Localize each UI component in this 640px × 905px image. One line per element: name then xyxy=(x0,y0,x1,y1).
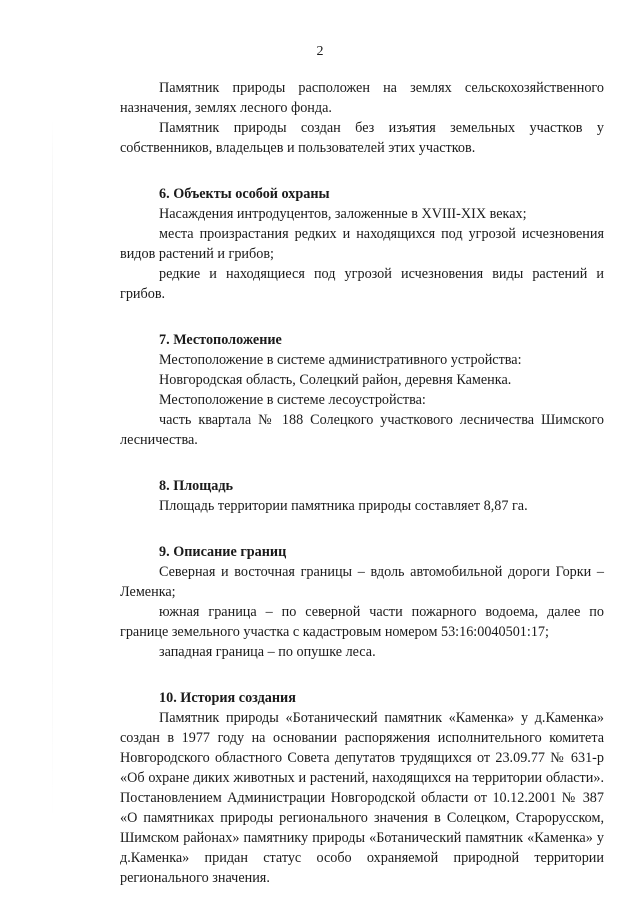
section-paragraph: Местоположение в системе лесоустройства: xyxy=(159,392,426,408)
section-paragraph: Насаждения интродуцентов, заложенные в XVIII-XIX веках; xyxy=(159,206,527,222)
section-heading: 8. Площадь xyxy=(159,478,234,494)
section-heading: 7. Местоположение xyxy=(159,332,282,348)
section-area xyxy=(120,476,604,516)
intro-paragraph-land: Памятник природы расположен на землях сельскохозяйственного назначения, землях лесного фонда. xyxy=(120,80,604,116)
section-history xyxy=(120,688,604,888)
section-paragraph: Северная и восточная границы – вдоль автомобильной дороги Горки – Леменка; xyxy=(120,564,604,600)
page-number: 2 xyxy=(316,44,324,59)
scan-edge-mark xyxy=(52,120,53,820)
document-body xyxy=(120,78,604,888)
section-protected-objects xyxy=(120,184,604,304)
section-paragraph: Памятник природы «Ботанический памятник «Каменка» у д.Каменка» создан в 1977 году на основании распоряжения исполнительного комитета Новгородского областного Совета депутатов трудящихся от 23.09.77 № 631-р «Об охране диких животных и растений, находящихся на территории области». Постановлением Администрации Новгородской области от 10.12.2001 № 387 «О памятниках природы регионального значения в Солецком, Старорусском, Шимском районах» памятнику природы «Ботанический памятник «Каменка» у д.Каменка» придан статус особо охраняемой природной территории регионального значения. xyxy=(120,710,604,886)
section-heading: 9. Описание границ xyxy=(159,544,287,560)
section-boundaries xyxy=(120,542,604,662)
intro-paragraph-ownership: Памятник природы создан без изъятия земельных участков у собственников, владельцев и пользователей этих участков. xyxy=(120,120,604,156)
section-heading: 6. Объекты особой охраны xyxy=(159,186,330,202)
section-paragraph: Местоположение в системе административного устройства: xyxy=(159,352,522,368)
section-paragraph: южная граница – по северной части пожарного водоема, далее по границе земельного участка с кадастровым номером 53:16:0040501:17; xyxy=(120,604,604,640)
section-location xyxy=(120,330,604,450)
section-paragraph: Новгородская область, Солецкий район, деревня Каменка. xyxy=(159,372,512,388)
section-paragraph: редкие и находящиеся под угрозой исчезновения виды растений и грибов. xyxy=(120,266,604,302)
section-heading: 10. История создания xyxy=(159,690,296,706)
section-paragraph: места произрастания редких и находящихся под угрозой исчезновения видов растений и грибов; xyxy=(120,226,604,262)
section-paragraph: Площадь территории памятника природы составляет 8,87 га. xyxy=(159,498,528,514)
section-paragraph: часть квартала № 188 Солецкого участкового лесничества Шимского лесничества. xyxy=(120,412,604,448)
section-paragraph: западная граница – по опушке леса. xyxy=(159,644,376,660)
